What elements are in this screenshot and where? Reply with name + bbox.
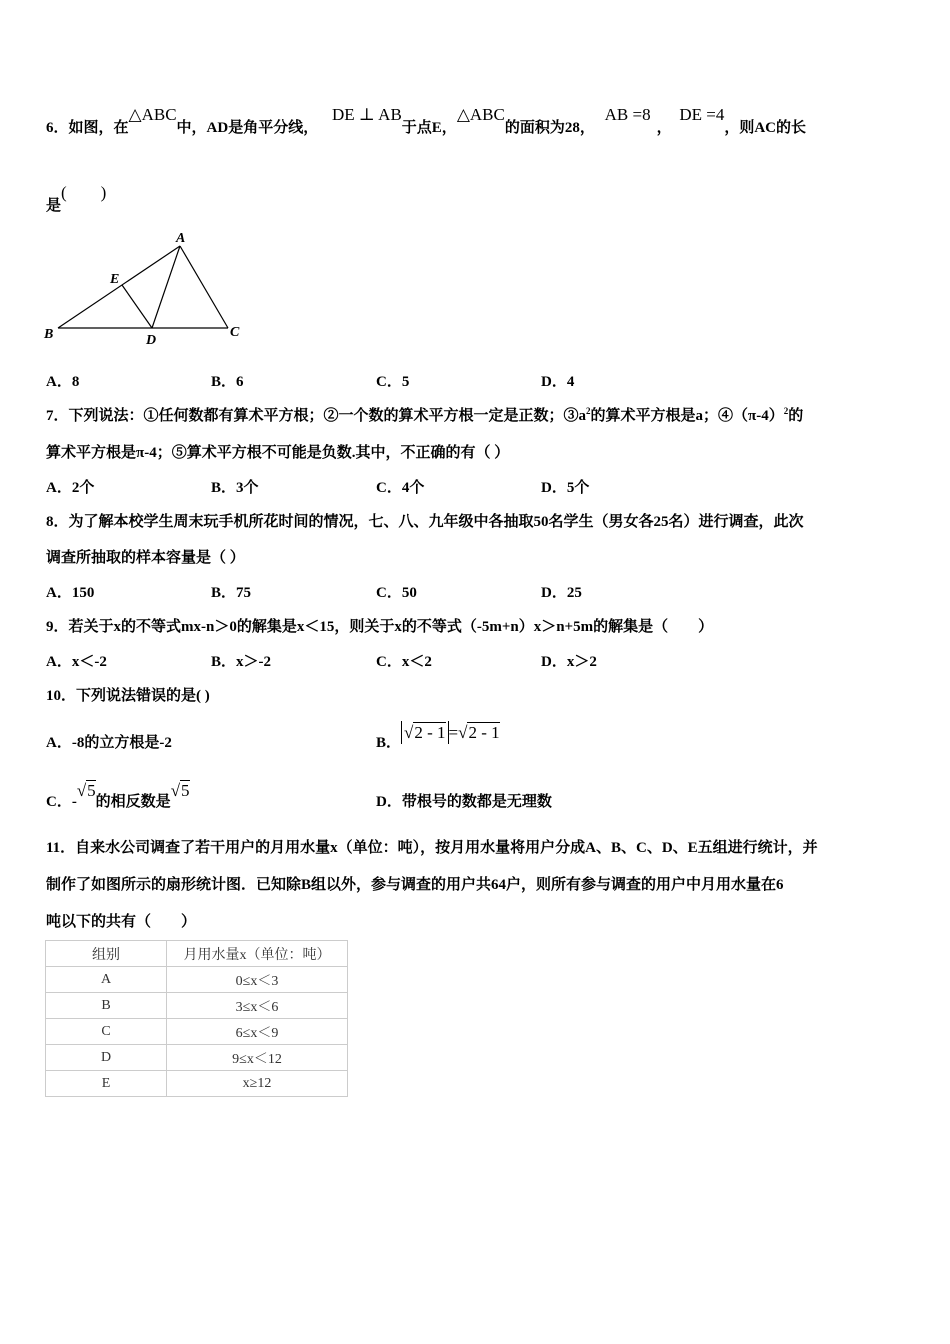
- option-d[interactable]: D．25: [541, 585, 582, 601]
- math-perp: DE ⊥ AB: [331, 105, 402, 124]
- abs-expression: √2 - 1: [401, 721, 449, 744]
- table-row: [46, 1045, 348, 1071]
- option-b[interactable]: B．x＞-2: [211, 654, 272, 670]
- column-header: 月用水量x（单位：吨）: [167, 941, 348, 967]
- math-de: DE =4: [679, 105, 725, 124]
- superscript: 2: [586, 406, 591, 416]
- option-a[interactable]: A．8: [46, 374, 80, 390]
- option-a[interactable]: A．x＜-2: [46, 654, 107, 670]
- option-c[interactable]: [46, 781, 190, 811]
- option-a[interactable]: A．2个: [46, 480, 95, 496]
- option-b[interactable]: B．75: [211, 585, 252, 601]
- sqrt-5: √5: [76, 781, 96, 800]
- q6-text: 是: [46, 198, 62, 214]
- table-cell: B: [46, 993, 167, 1019]
- side-ac: [180, 246, 228, 328]
- label-e: E: [110, 272, 120, 287]
- option-b[interactable]: [376, 722, 500, 751]
- triangle-figure: [40, 228, 250, 353]
- option-text: 的相反数是: [95, 794, 171, 810]
- side-ab: [58, 246, 180, 328]
- q7-text: 的算术平方根是a；④（π-4）: [590, 408, 784, 424]
- q7-line1: [46, 404, 803, 425]
- radicand: 5: [181, 781, 190, 800]
- label-c: C: [230, 325, 240, 340]
- sqrt-5: √5: [170, 781, 190, 800]
- q7-text: 的: [788, 408, 804, 424]
- option-b[interactable]: B．3个: [211, 480, 259, 496]
- equals: =: [448, 723, 459, 742]
- table-cell: E: [46, 1071, 167, 1097]
- table-cell: 0≤x＜3: [167, 967, 348, 993]
- q6-text: 6．如图，在: [46, 120, 129, 136]
- sqrt-expression: √2 - 1: [458, 723, 500, 742]
- table-cell: D: [46, 1045, 167, 1071]
- q10-line1: 10．下列说法错误的是( ): [46, 688, 210, 704]
- table-cell: x≥12: [167, 1071, 348, 1097]
- option-c[interactable]: C．x＜2: [376, 654, 432, 670]
- option-label: C．-: [46, 794, 77, 810]
- q8-line1: 8．为了解本校学生周末玩手机所花时间的情况，七、八、九年级中各抽取50名学生（男女各25名）进行调查，此次: [46, 514, 804, 530]
- q11-line1: 11．自来水公司调查了若干用户的月用水量x（单位：吨），按月用水量将用户分成A、B、C、D、E五组进行统计，并: [46, 840, 818, 856]
- answer-paren: ( ): [61, 183, 107, 202]
- column-header: 组别: [46, 941, 167, 967]
- option-c[interactable]: C．4个: [376, 480, 425, 496]
- option-d[interactable]: D．4: [541, 374, 575, 390]
- q11-line3: 吨以下的共有（ ）: [46, 914, 197, 930]
- math-ab: AB =8: [604, 105, 651, 124]
- q7-line2: 算术平方根是π-4；⑤算术平方根不可能是负数.其中，不正确的有（ ）: [46, 445, 510, 461]
- q6-line2: [46, 183, 107, 215]
- label-a: A: [176, 231, 186, 246]
- q8-line2: 调查所抽取的样本容量是（ ）: [46, 550, 245, 566]
- math-triangle: △ABC: [128, 105, 177, 124]
- q6-line1: [46, 105, 806, 137]
- table-cell: A: [46, 967, 167, 993]
- table-header-row: [46, 941, 348, 967]
- q6-text: 的面积为28，: [504, 120, 595, 136]
- radicand: 2 - 1: [414, 723, 446, 742]
- option-d[interactable]: D．x＞2: [541, 654, 597, 670]
- table-cell: C: [46, 1019, 167, 1045]
- segment-de: [122, 285, 152, 328]
- option-b[interactable]: B．6: [211, 374, 244, 390]
- table-row: [46, 1019, 348, 1045]
- option-d[interactable]: D．带根号的数都是无理数: [376, 794, 552, 810]
- radicand: 2 - 1: [468, 723, 500, 742]
- table-row: [46, 1071, 348, 1097]
- table-row: [46, 967, 348, 993]
- option-c[interactable]: C．5: [376, 374, 410, 390]
- q6-text: 于点E，: [401, 120, 457, 136]
- label-d: D: [146, 333, 157, 348]
- q11-line2: 制作了如图所示的扇形统计图．已知除B组以外，参与调查的用户共64户，则所有参与调查的用户中月用水量在6: [46, 877, 784, 893]
- q9-line1: 9．若关于x的不等式mx-n＞0的解集是x＜15，则关于x的不等式（-5m+n）x＞n+5m的解集是（ ）: [46, 619, 714, 635]
- option-label: B．: [376, 735, 402, 751]
- label-b: B: [44, 327, 54, 342]
- option-c[interactable]: C．50: [376, 585, 417, 601]
- q7-text: 7．下列说法：①任何数都有算术平方根；②一个数的算术平方根一定是正数；③a: [46, 408, 587, 424]
- table-cell: 6≤x＜9: [167, 1019, 348, 1045]
- q6-text: 中，AD是角平分线，: [176, 120, 319, 136]
- option-a[interactable]: A．-8的立方根是-2: [46, 735, 172, 751]
- superscript: 2: [783, 406, 789, 416]
- option-d[interactable]: D．5个: [541, 480, 590, 496]
- segment-ad: [152, 246, 180, 328]
- table-cell: 9≤x＜12: [167, 1045, 348, 1071]
- option-a[interactable]: A．150: [46, 585, 95, 601]
- water-usage-table: [45, 940, 348, 1097]
- q6-text: ，: [656, 120, 672, 136]
- math-triangle: △ABC: [456, 105, 505, 124]
- q6-text: ，则AC的长: [724, 120, 806, 136]
- table-row: [46, 993, 348, 1019]
- table-cell: 3≤x＜6: [167, 993, 348, 1019]
- radicand: 5: [87, 781, 96, 800]
